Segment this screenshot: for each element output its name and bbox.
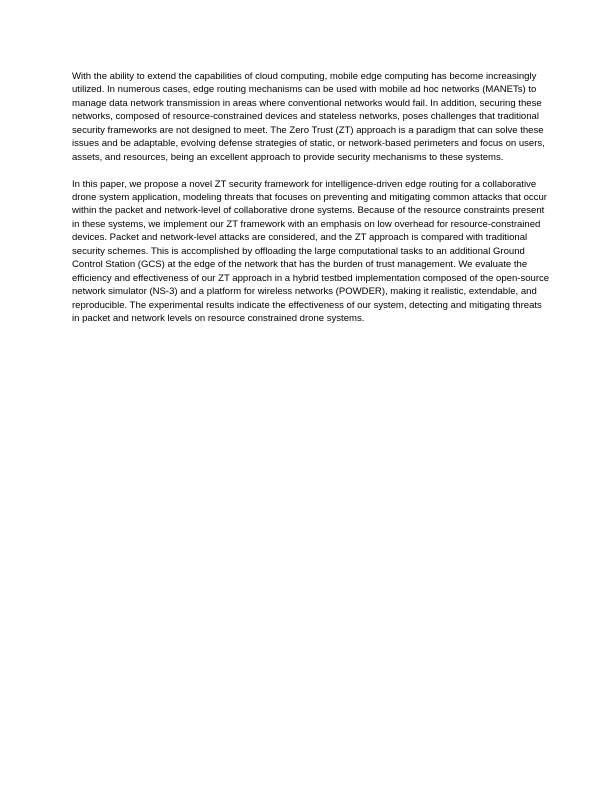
abstract-body [72, 70, 550, 326]
paragraph-proposal: In this paper, we propose a novel ZT security framework for intelligence-driven edge routing for a collaborative drone system application, modeling threats that focuses on preventing and mitigating common attacks that occur within the packet and network-level of collaborative drone systems. Because of the resource constraints present in these systems, we implement our ZT framework with an emphasis on low overhead for resource-constrained devices. Packet and network-level attacks are considered, and the ZT approach is compared with traditional security schemes. This is accomplished by offloading the large computational tasks to an additional Ground Control Station (GCS) at the edge of the network that has the burden of trust management. We evaluate the efficiency and effectiveness of our ZT approach in a hybrid testbed implementation composed of the open-source network simulator (NS-3) and a platform for wireless networks (POWDER), making it realistic, extendable, and reproducible. The experimental results indicate the effectiveness of our system, detecting and mitigating threats in packet and network levels on resource constrained drone systems. [72, 178, 550, 325]
paragraph-intro: With the ability to extend the capabilities of cloud computing, mobile edge computing has become increasingly utilized. In numerous cases, edge routing mechanisms can be used with mobile ad hoc networks (MANETs) to manage data network transmission in areas where conventional networks would fail. In addition, securing these networks, composed of resource-constrained devices and stateless networks, poses challenges that traditional security frameworks are not designed to meet. The Zero Trust (ZT) approach is a paradigm that can solve these issues and be adaptable, evolving defense strategies of static, or network-based perimeters and focus on users, assets, and resources, being an excellent approach to provide security mechanisms to these systems. [72, 71, 545, 163]
